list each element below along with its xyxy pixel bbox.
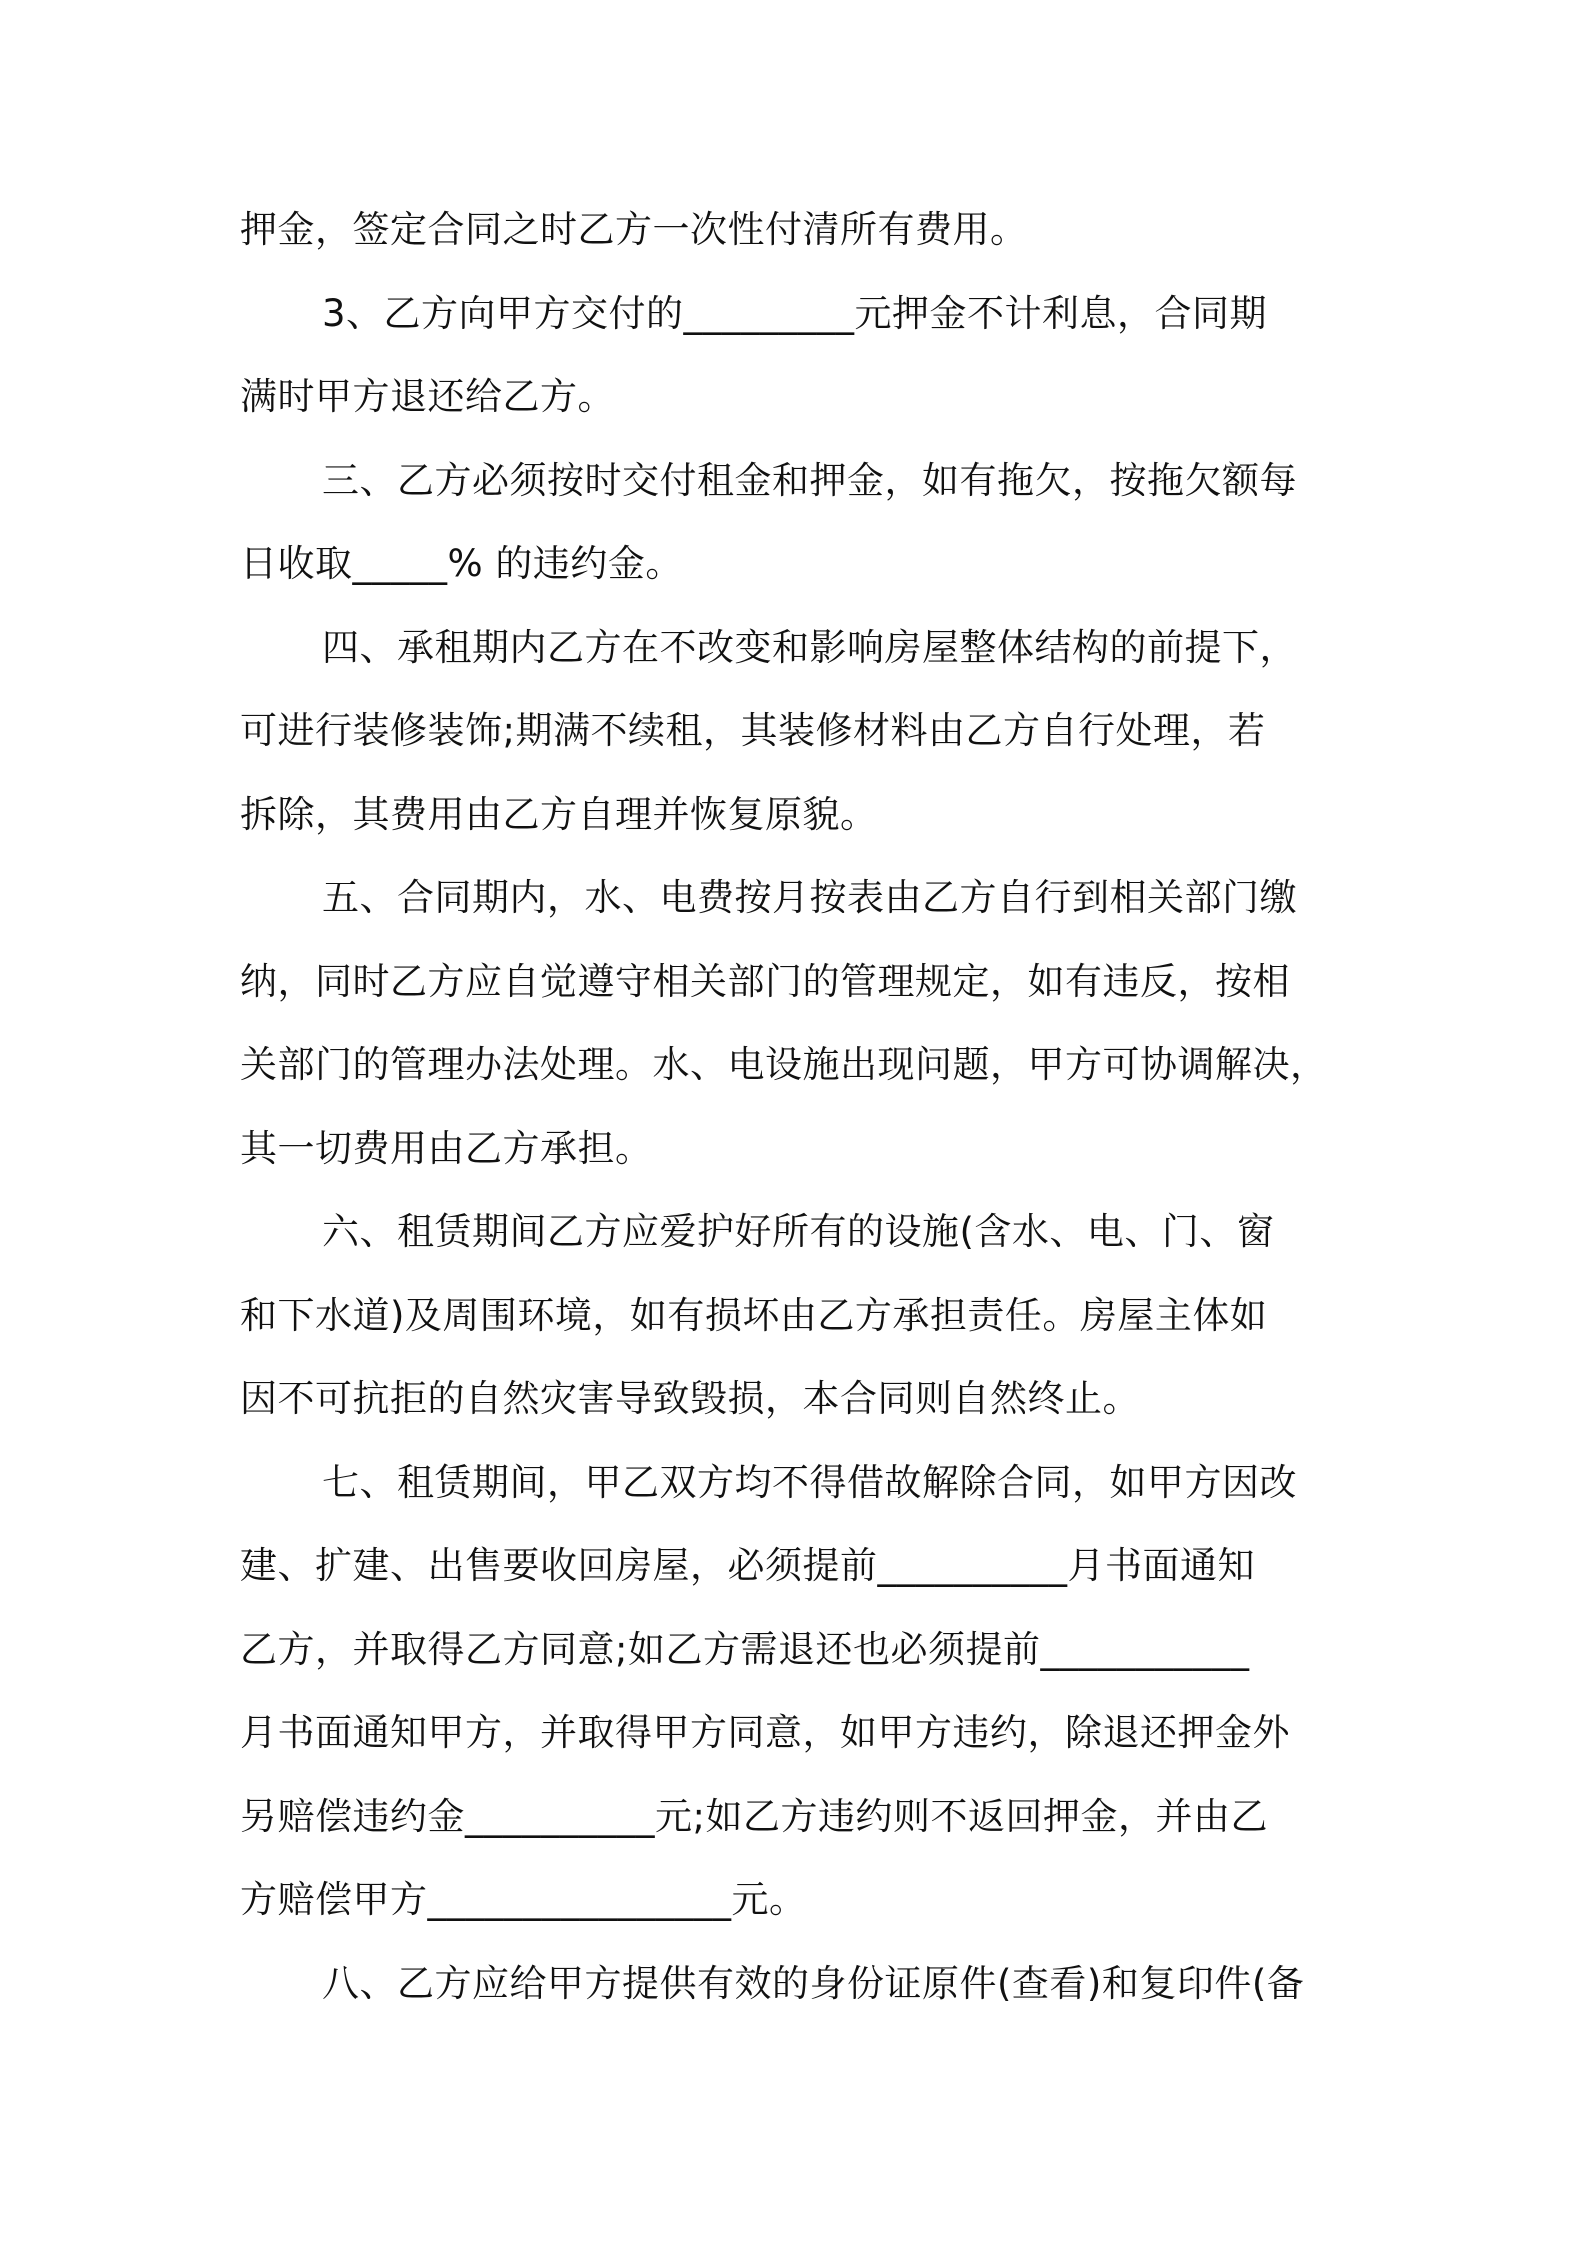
text-line: 另赔偿违约金__________元;如乙方违约则不返回押金，并由乙 bbox=[240, 1795, 1268, 1838]
text-line: 乙方，并取得乙方同意;如乙方需退还也必须提前___________ bbox=[240, 1628, 1250, 1671]
text-line: 三、乙方必须按时交付租金和押金，如有拖欠，按拖欠额每 bbox=[322, 459, 1297, 502]
text-line: 其一切费用由乙方承担。 bbox=[240, 1127, 653, 1170]
text-line: 拆除，其费用由乙方自理并恢复原貌。 bbox=[240, 793, 878, 836]
text-line: 五、合同期内，水、电费按月按表由乙方自行到相关部门缴 bbox=[322, 876, 1297, 919]
text-line: 四、承租期内乙方在不改变和影响房屋整体结构的前提下， bbox=[322, 626, 1297, 669]
text-line: 六、租赁期间乙方应爱护好所有的设施(含水、电、门、窗 bbox=[322, 1210, 1275, 1253]
text-line: 八、乙方应给甲方提供有效的身份证原件(查看)和复印件(备 bbox=[322, 1962, 1305, 2005]
text-line: 可进行装修装饰;期满不续租，其装修材料由乙方自行处理，若 bbox=[240, 709, 1266, 752]
text-line: 月书面通知甲方，并取得甲方同意，如甲方违约，除退还押金外 bbox=[240, 1711, 1290, 1754]
text-line: 3、乙方向甲方交付的_________元押金不计利息，合同期 bbox=[322, 292, 1268, 335]
text-line: 因不可抗拒的自然灾害导致毁损，本合同则自然终止。 bbox=[240, 1377, 1140, 1420]
text-line: 和下水道)及周围环境，如有损坏由乙方承担责任。房屋主体如 bbox=[240, 1294, 1268, 1337]
text-line: 建、扩建、出售要收回房屋，必须提前__________月书面通知 bbox=[240, 1544, 1255, 1587]
text-line: 七、租赁期间，甲乙双方均不得借故解除合同，如甲方因改 bbox=[322, 1461, 1297, 1504]
text-line: 方赔偿甲方________________元。 bbox=[240, 1878, 807, 1921]
text-line: 纳，同时乙方应自觉遵守相关部门的管理规定，如有违反，按相 bbox=[240, 960, 1290, 1003]
text-line: 押金，签定合同之时乙方一次性付清所有费用。 bbox=[240, 208, 1028, 251]
text-line: 日收取_____% 的违约金。 bbox=[240, 542, 683, 585]
text-line: 满时甲方退还给乙方。 bbox=[240, 375, 615, 418]
text-line: 关部门的管理办法处理。水、电设施出现问题，甲方可协调解决， bbox=[240, 1043, 1328, 1086]
